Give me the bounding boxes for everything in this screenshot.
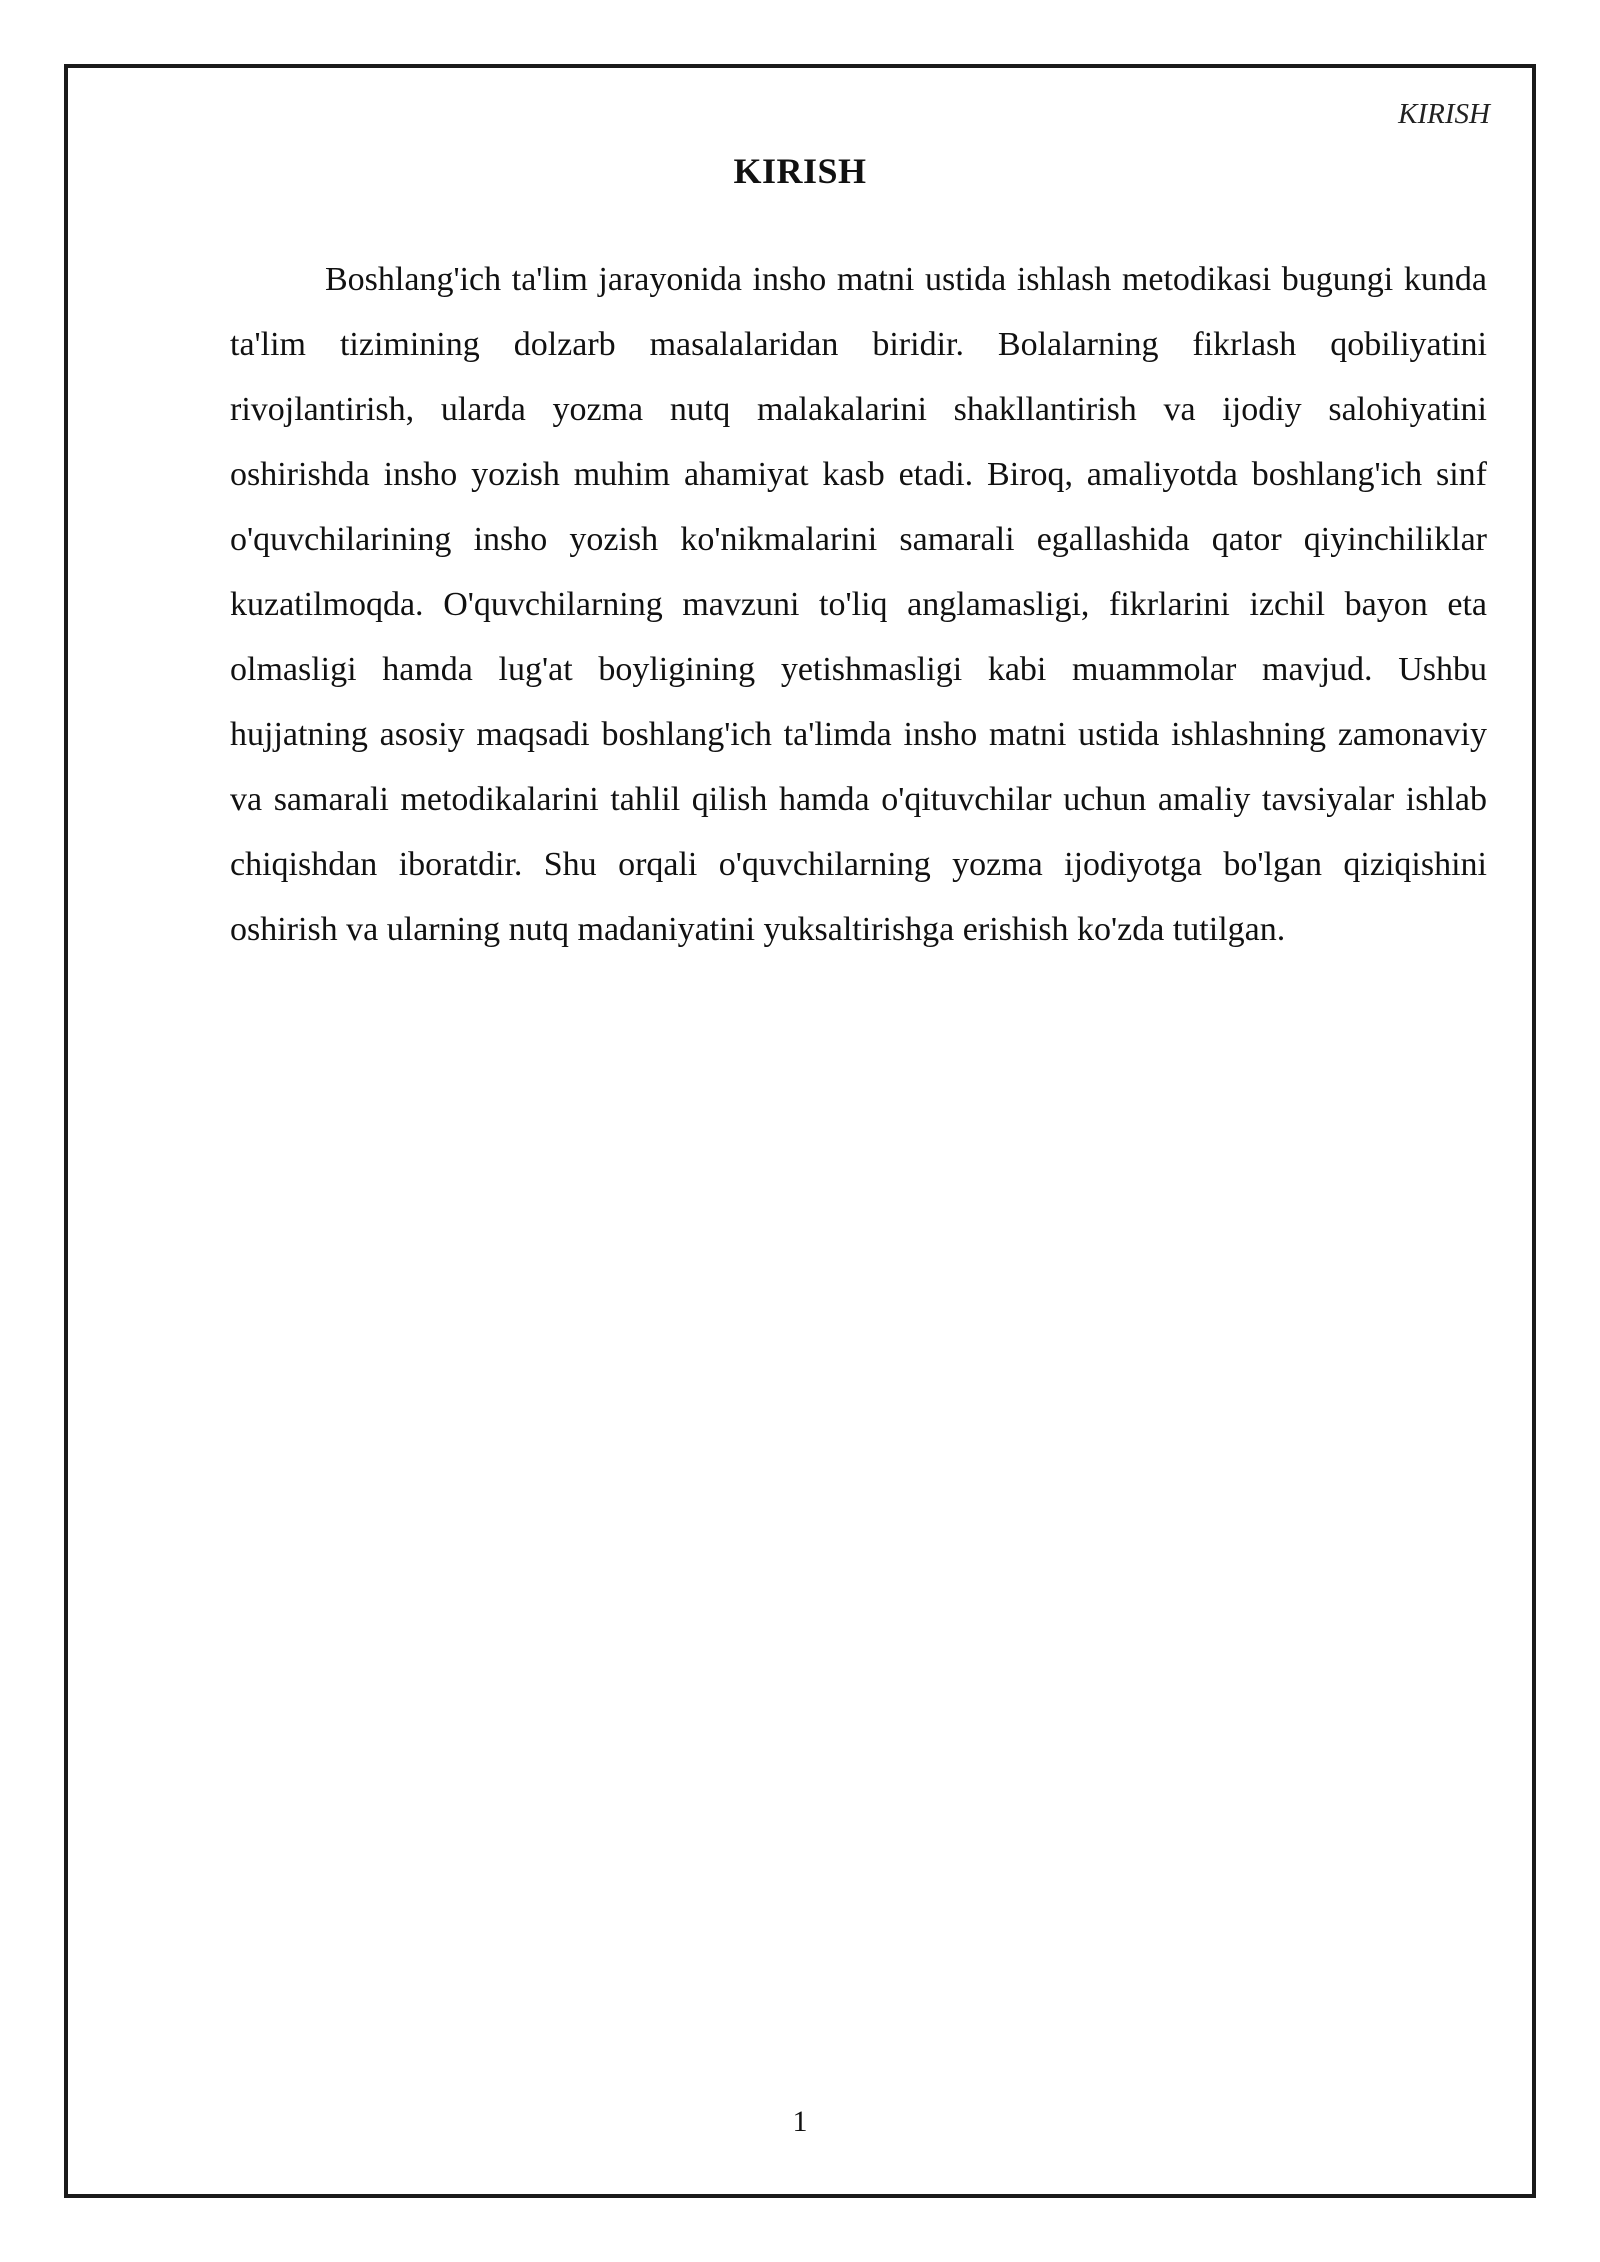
body-paragraph: Boshlang'ich ta'lim jarayonida insho matni ustida ishlash metodikasi bugungi kunda ta'lim tizimining dolzarb masalalaridan biridir. Bolalarning fikrlash qobiliyatini rivojlantirish, ularda yozma nutq malakalarini shakllantirish va ijodiy salohiyatini oshirishda insho yozish muhim ahamiyat kasb etadi. Biroq, amaliyotda boshlang'ich sinf o'quvchilarining insho yozish ko'nikmalarini samarali egallashida qator qiyinchiliklar kuzatilmoqda. O'quvchilarning mavzuni to'liq anglamasligi, fikrlarini izchil bayon eta olmasligi hamda lug'at boyligining yetishmasligi kabi muammolar mavjud. Ushbu hujjatning asosiy maqsadi boshlang'ich ta'limda insho matni ustida ishlashning zamonaviy va samarali metodikalarini tahlil qilish hamda o'qituvchilar uchun amaliy tavsiyalar ishlab chiqishdan iboratdir. Shu orqali o'quvchilarning yozma ijodiyotga bo'lgan qiziqishini oshirish va ularning nutq madaniyatini yuksaltirishga erishish ko'zda tutilgan. — [230, 261, 1487, 948]
page-title: KIRISH — [733, 151, 867, 191]
page-number: 1 — [792, 2105, 808, 2138]
running-header: KIRISH — [1398, 98, 1490, 130]
